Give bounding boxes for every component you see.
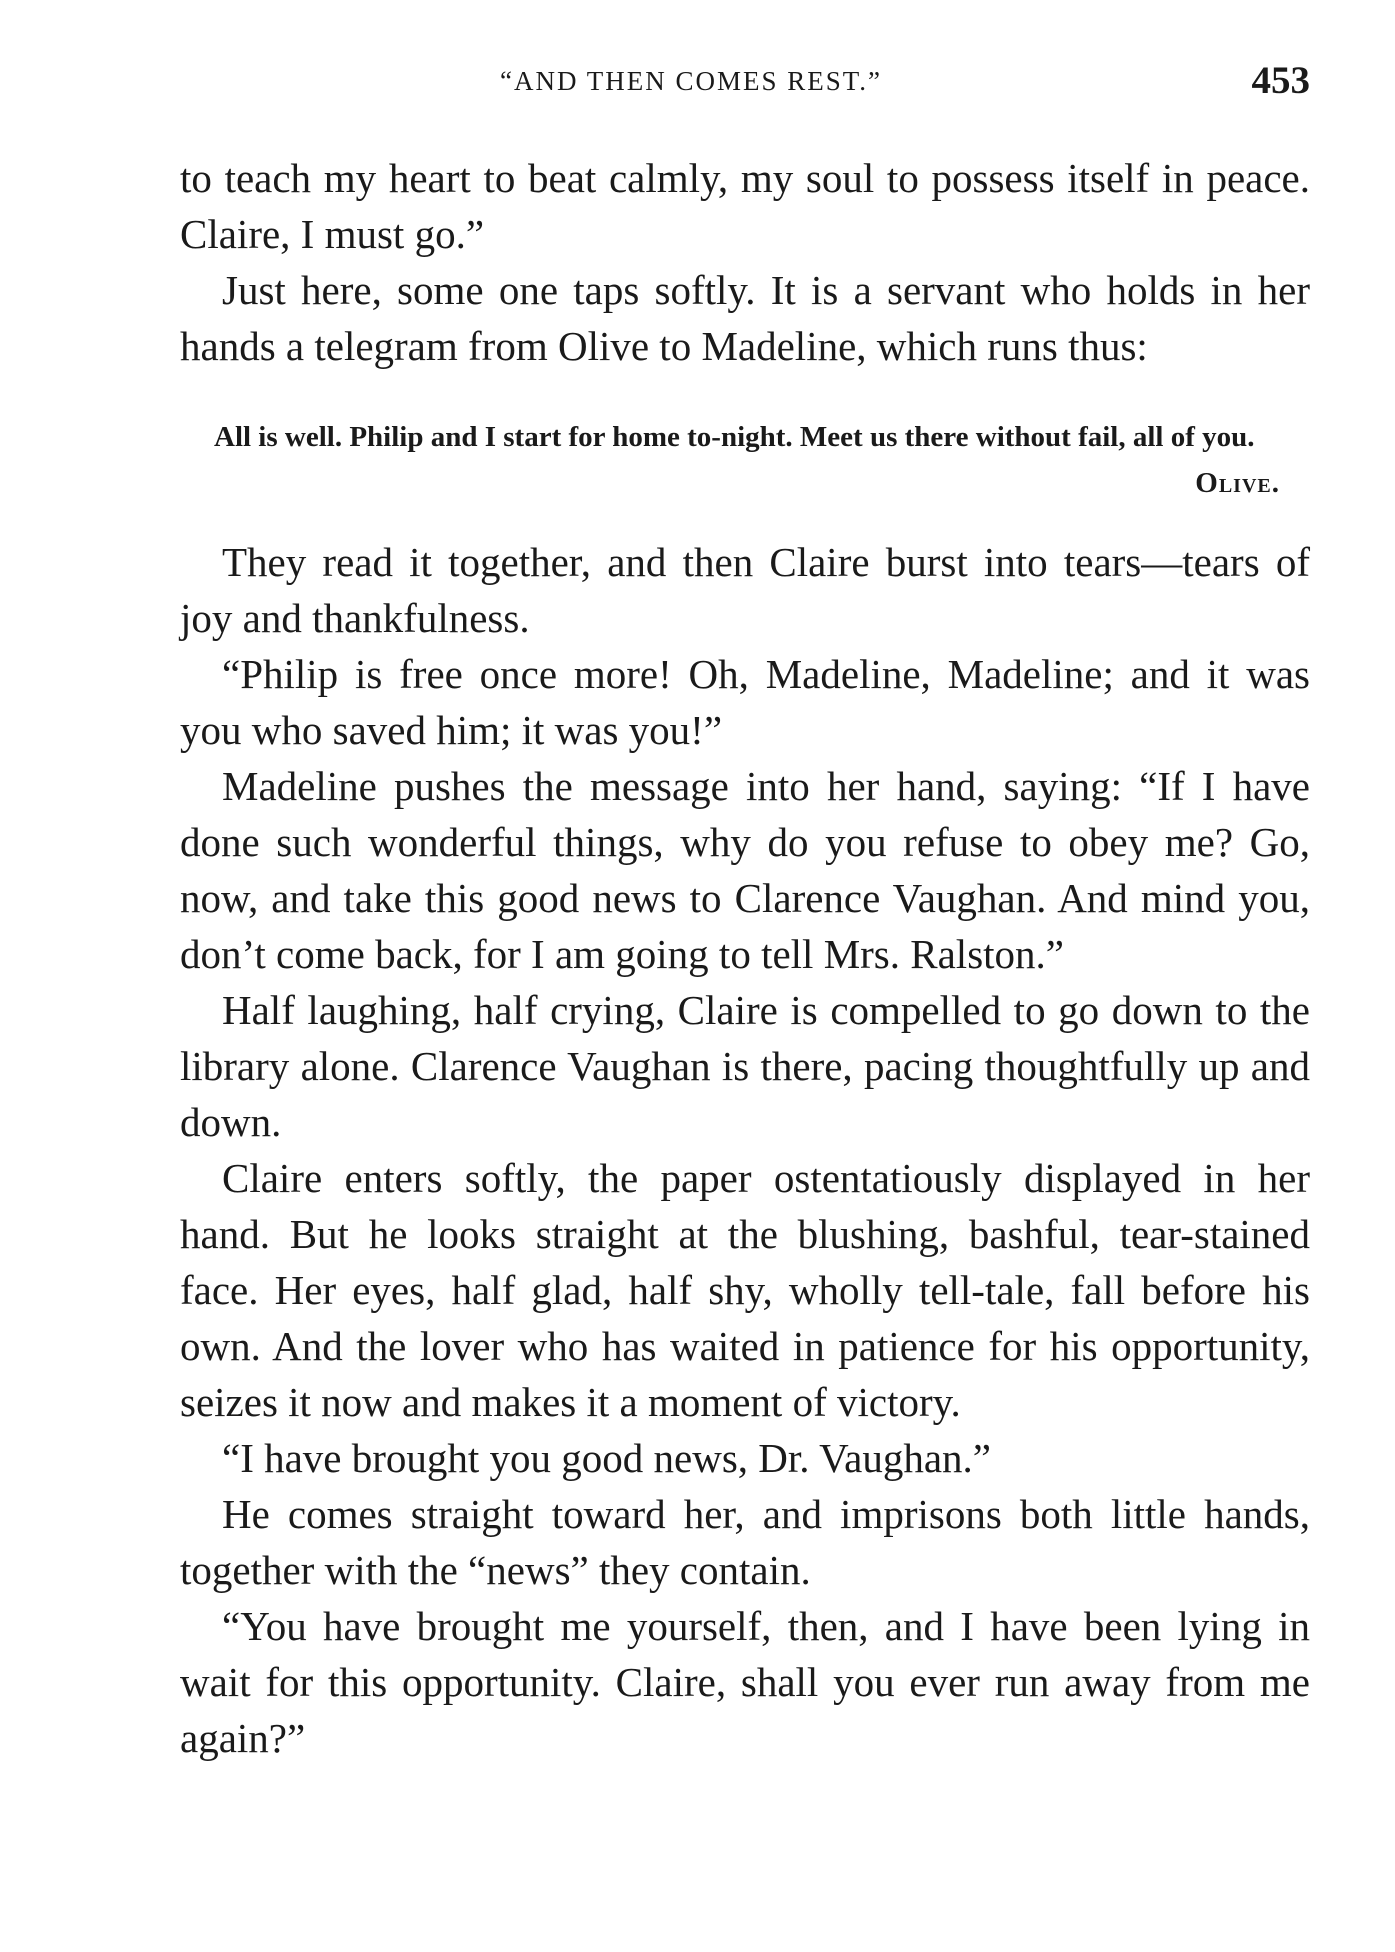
paragraph: to teach my heart to beat calmly, my soul to possess itself in peace. Claire, I must go.”: [180, 155, 1310, 257]
paragraph: He comes straight toward her, and imprisons both little hands, together with the “news” they contain.: [180, 1491, 1310, 1593]
paragraph: “Philip is free once more! Oh, Madeline, Madeline; and it was you who saved him; it was you!”: [180, 651, 1310, 753]
page-header: [180, 52, 1310, 112]
opening-text: [180, 150, 1310, 374]
telegram-block: [180, 414, 1310, 499]
paragraph: “You have brought me yourself, then, and I have been lying in wait for this opportunity. Claire, shall you ever run away from me again?”: [180, 1603, 1310, 1761]
paragraph: Just here, some one taps softly. It is a servant who holds in her hands a telegram from Olive to Madeline, which runs thus:: [180, 267, 1310, 369]
telegram-signature: Olive.: [1195, 467, 1280, 499]
page-number: 453: [1251, 59, 1310, 102]
main-text: [180, 534, 1310, 1766]
paragraph: They read it together, and then Claire burst into tears—tears of joy and thankfulness.: [180, 539, 1310, 641]
running-title: “AND THEN COMES REST.”: [500, 66, 882, 96]
paragraph: Claire enters softly, the paper ostentatiously displayed in her hand. But he looks straight at the blushing, bashful, tear-stained face. Her eyes, half glad, half shy, wholly tell-tale, fall before his own. And the lover who has waited in patience for his opportunity, seizes it now and makes it a moment of victory.: [180, 1155, 1310, 1425]
paragraph: “I have brought you good news, Dr. Vaughan.”: [222, 1435, 991, 1481]
paragraph: Half laughing, half crying, Claire is compelled to go down to the library alone. Clarence Vaughan is there, pacing thoughtfully up and down.: [180, 987, 1310, 1145]
paragraph: Madeline pushes the message into her hand, saying: “If I have done such wonderful things, why do you refuse to obey me? Go, now, and take this good news to Clarence Vaughan. And mind you, don’t come back, for I am going to tell Mrs. Ralston.”: [180, 763, 1310, 977]
telegram-message: All is well. Philip and I start for home to-night. Meet us there without fail, all of you.: [214, 421, 1255, 453]
